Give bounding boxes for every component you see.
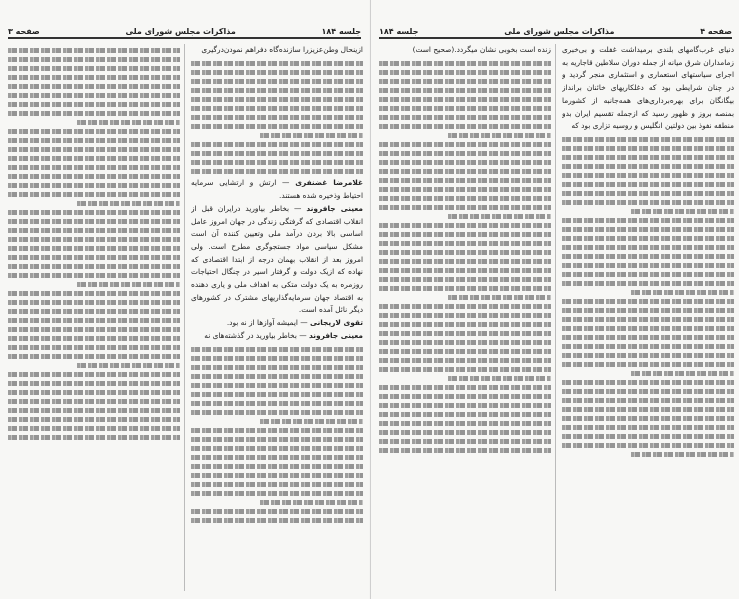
illegible-text-line (562, 200, 734, 205)
illegible-text-line (562, 407, 734, 412)
illegible-text-line (8, 75, 180, 80)
illegible-text-line (448, 214, 551, 219)
illegible-text-line (562, 380, 734, 385)
text-column-right (562, 44, 734, 591)
illegible-text-line (191, 392, 363, 397)
illegible-text-line (8, 66, 180, 71)
illegible-text-line (191, 142, 363, 147)
illegible-text-line (562, 317, 734, 322)
illegible-text-line (8, 93, 180, 98)
illegible-text-line (191, 446, 363, 451)
illegible-text-line (379, 115, 551, 120)
speaker-name: تقوی لاریجانی (310, 318, 363, 328)
illegible-text-line (8, 102, 180, 107)
illegible-text-line (562, 137, 734, 142)
illegible-text-line (379, 277, 551, 282)
paragraph-text: ازینحال وطن‌عزیزرا سازنده‌گاه دفراهم نمودن‌درگیری (201, 45, 363, 54)
illegible-text-line (191, 106, 363, 111)
illegible-text-line (260, 133, 363, 138)
paragraph (562, 44, 734, 133)
illegible-text-line (8, 336, 180, 341)
illegible-text-line (191, 97, 363, 102)
illegible-text-line (8, 417, 180, 422)
session-number: جلسه ۱۸۴ (379, 27, 419, 36)
paragraph: غلامرضا غضنفری — ارتش و ارتشایی سرمایه احتیاط وذخیره شده هستند. (191, 178, 363, 201)
illegible-text-line (562, 236, 734, 241)
illegible-text-line (562, 281, 734, 286)
illegible-text-line (631, 452, 734, 457)
illegible-text-line (8, 219, 180, 224)
paragraph (191, 44, 363, 57)
illegible-text-line (562, 308, 734, 313)
illegible-text-line (562, 443, 734, 448)
illegible-text-line (562, 326, 734, 331)
illegible-text-line (562, 254, 734, 259)
illegible-text-line (562, 263, 734, 268)
illegible-text-line (191, 61, 363, 66)
illegible-text-line (8, 156, 180, 161)
illegible-text-line (191, 70, 363, 75)
text-column-left (8, 44, 180, 591)
illegible-text-line (191, 482, 363, 487)
illegible-text-line (562, 191, 734, 196)
illegible-text-line (379, 160, 551, 165)
illegible-text-line (191, 428, 363, 433)
illegible-text-line (191, 491, 363, 496)
illegible-text-line (191, 88, 363, 93)
column-divider (184, 44, 185, 591)
illegible-text-line (8, 84, 180, 89)
illegible-text-line (379, 304, 551, 309)
illegible-text-line (8, 381, 180, 386)
illegible-text-line (379, 196, 551, 201)
illegible-text-line (8, 372, 180, 377)
illegible-text-line (191, 410, 363, 415)
illegible-text-line (562, 164, 734, 169)
right-page (370, 0, 739, 599)
text-column-left (379, 44, 551, 591)
illegible-text-line (191, 160, 363, 165)
illegible-text-line (379, 385, 551, 390)
illegible-text-line (8, 174, 180, 179)
illegible-text-line (562, 416, 734, 421)
illegible-text-line (562, 173, 734, 178)
illegible-text-line (562, 335, 734, 340)
paragraph-text: بخاطر بیاورید در گذشته‌های نه (204, 330, 297, 340)
illegible-text-line (379, 61, 551, 66)
illegible-text-line (379, 88, 551, 93)
illegible-text-line (8, 318, 180, 323)
illegible-text-line (379, 106, 551, 111)
illegible-text-line (379, 439, 551, 444)
illegible-text-line (191, 464, 363, 469)
illegible-text-line (8, 255, 180, 260)
illegible-text-line (562, 155, 734, 160)
illegible-text-line (191, 151, 363, 156)
illegible-text-line (562, 353, 734, 358)
session-number: جلسه ۱۸۴ (321, 27, 361, 36)
paragraph: معینی جافروند — بخاطر بیاورید در گذشته‌های نه (204, 330, 363, 340)
illegible-text-line (562, 425, 734, 430)
illegible-text-line (8, 237, 180, 242)
illegible-text-line (8, 111, 180, 116)
illegible-text-line (379, 241, 551, 246)
speaker-name: معینی جافروند (306, 203, 363, 213)
illegible-text-line (8, 399, 180, 404)
illegible-text-line (191, 437, 363, 442)
illegible-text-line (8, 246, 180, 251)
illegible-text-line (191, 79, 363, 84)
paragraph-text: ارتش و ارتشایی سرمایه احتیاط وذخیره شده هستند. (191, 178, 363, 201)
illegible-text-line (8, 165, 180, 170)
illegible-text-line (191, 509, 363, 514)
illegible-text-line (379, 448, 551, 453)
illegible-text-line (8, 192, 180, 197)
illegible-text-line (379, 169, 551, 174)
illegible-text-line (379, 394, 551, 399)
illegible-text-line (77, 282, 180, 287)
page-number: صفحه ۳ (8, 27, 40, 36)
illegible-text-line (562, 389, 734, 394)
illegible-text-line (379, 97, 551, 102)
illegible-text-line (8, 354, 180, 359)
page-header (8, 20, 361, 39)
illegible-text-line (191, 518, 363, 523)
illegible-text-line (8, 264, 180, 269)
illegible-text-line (448, 295, 551, 300)
illegible-text-line (379, 187, 551, 192)
illegible-text-line (562, 182, 734, 187)
illegible-text-line (8, 273, 180, 278)
paragraph-text: بخاطر بیاورید درایران قبل از انقلاب اقتصادی که گرفتگی زندگی در جهان امروز عامل اساسی بالا بردن درآمد ملی وتعیین کننده آن است مشکل سیاسی مواد جستجوگری مطرح است. ولی امروز بعد از انقلاب بهمان درجه از ابتدا اقتصادی که نهاده که ازیک دولت و گرفتار اسیر در چنگال احتیاجات روزمره به یک دولت متکی به اهداف ملی و یاری دهنده به اقتصاد جهان سرمایه‌گذاریهای مشترک در کشورهای دیگر نائل آمده است. (191, 203, 363, 315)
illegible-text-line (8, 309, 180, 314)
illegible-text-line (191, 383, 363, 388)
illegible-text-line (191, 401, 363, 406)
page-number: صفحه ۴ (700, 27, 732, 36)
illegible-text-line (562, 344, 734, 349)
illegible-text-line (379, 250, 551, 255)
left-page (0, 0, 369, 599)
illegible-text-line (8, 408, 180, 413)
illegible-text-line (448, 376, 551, 381)
illegible-text-line (379, 259, 551, 264)
illegible-text-line (631, 209, 734, 214)
illegible-text-line (8, 435, 180, 440)
paragraph-text: ایمیشه آوازها از نه بود. (226, 318, 298, 328)
illegible-text-line (8, 345, 180, 350)
illegible-text-line (8, 210, 180, 215)
illegible-text-line (191, 115, 363, 120)
illegible-text-line (379, 331, 551, 336)
illegible-text-line (631, 290, 734, 295)
speaker-name: غلامرضا غضنفری (295, 178, 363, 188)
paragraph-text: دنیای غرب‌گامهای بلندی برمیداشت غفلت و بی‌خبری زمامداران شرق میانه از جمله دوران سلاطین قاجاریه به اجرای سیاستهای استعماری و استثماری منجر گردید و در چنان شرایطی بود که دغلکاریهای خائنان برانداز بیگانگان برای بهره‌برداری‌های همه‌جانبه از کشورما بمنصه بروز و ظهور رسید که ازجمله تقسیم ایران بدو منطقه نفوذ بین دولتین انگلیس و روسیه تزاری بود که (562, 45, 734, 131)
page-header (379, 20, 732, 39)
illegible-text-line (562, 218, 734, 223)
illegible-text-line (379, 178, 551, 183)
illegible-text-line (8, 57, 180, 62)
illegible-text-line (191, 455, 363, 460)
illegible-text-line (448, 133, 551, 138)
illegible-text-line (191, 356, 363, 361)
illegible-text-line (379, 340, 551, 345)
illegible-text-line (562, 299, 734, 304)
illegible-text-line (379, 403, 551, 408)
illegible-text-line (260, 500, 363, 505)
illegible-text-line (562, 272, 734, 277)
illegible-text-line (8, 291, 180, 296)
illegible-text-line (379, 430, 551, 435)
illegible-text-line (562, 146, 734, 151)
illegible-text-line (191, 347, 363, 352)
paragraph: معینی جافروند — بخاطر بیاورید درایران قبل از انقلاب اقتصادی که گرفتگی زندگی در جهان امروز عامل اساسی بالا بردن درآمد ملی وتعیین کننده آن است مشکل سیاسی مواد جستجوگری مطرح است. ولی امروز بعد از انقلاب بهمان درجه از ابتدا اقتصادی که نهاده که ازیک دولت و گرفتار اسیر در چنگال احتیاجات روزمره به یک دولت متکی به اهداف ملی و یاری دهنده به اقتصاد جهان سرمایه‌گذاریهای مشترک در کشورهای دیگر نائل آمده است. (191, 203, 363, 315)
illegible-text-line (8, 48, 180, 53)
illegible-text-line (77, 120, 180, 125)
illegible-text-line (379, 349, 551, 354)
illegible-text-line (379, 367, 551, 372)
speaker-name: معینی جافروند (308, 330, 363, 340)
header-title: مذاکرات مجلس شورای ملی (504, 27, 615, 36)
illegible-text-line (8, 129, 180, 134)
illegible-text-line (562, 245, 734, 250)
illegible-text-line (379, 322, 551, 327)
illegible-text-line (191, 365, 363, 370)
illegible-text-line (379, 286, 551, 291)
illegible-text-line (379, 70, 551, 75)
illegible-text-line (379, 223, 551, 228)
illegible-text-line (8, 183, 180, 188)
illegible-text-line (8, 147, 180, 152)
illegible-text-line (8, 390, 180, 395)
illegible-text-line (379, 313, 551, 318)
illegible-text-line (191, 473, 363, 478)
illegible-text-line (562, 434, 734, 439)
illegible-text-line (191, 374, 363, 379)
illegible-text-line (8, 426, 180, 431)
illegible-text-line (379, 232, 551, 237)
illegible-text-line (191, 169, 363, 174)
illegible-text-line (379, 79, 551, 84)
paragraph (379, 44, 551, 57)
illegible-text-line (8, 138, 180, 143)
illegible-text-line (8, 300, 180, 305)
illegible-text-line (77, 363, 180, 368)
illegible-text-line (379, 124, 551, 129)
illegible-text-line (379, 421, 551, 426)
illegible-text-line (77, 201, 180, 206)
illegible-text-line (8, 327, 180, 332)
illegible-text-line (260, 419, 363, 424)
illegible-text-line (8, 228, 180, 233)
paragraph: تقوی لاریجانی — ایمیشه آوازها از نه بود. (226, 318, 363, 328)
illegible-text-line (562, 227, 734, 232)
illegible-text-line (191, 124, 363, 129)
illegible-text-line (631, 371, 734, 376)
column-divider (555, 44, 556, 591)
illegible-text-line (379, 358, 551, 363)
illegible-text-line (562, 362, 734, 367)
illegible-text-line (379, 205, 551, 210)
header-title: مذاکرات مجلس شورای ملی (125, 27, 236, 36)
illegible-text-line (562, 398, 734, 403)
illegible-text-line (379, 142, 551, 147)
illegible-text-line (379, 268, 551, 273)
illegible-text-line (379, 151, 551, 156)
paragraph-text: زنده است بخوبی نشان میگردد.(صحیح است) (412, 45, 551, 54)
illegible-text-line (379, 412, 551, 417)
text-column-right (191, 44, 363, 591)
